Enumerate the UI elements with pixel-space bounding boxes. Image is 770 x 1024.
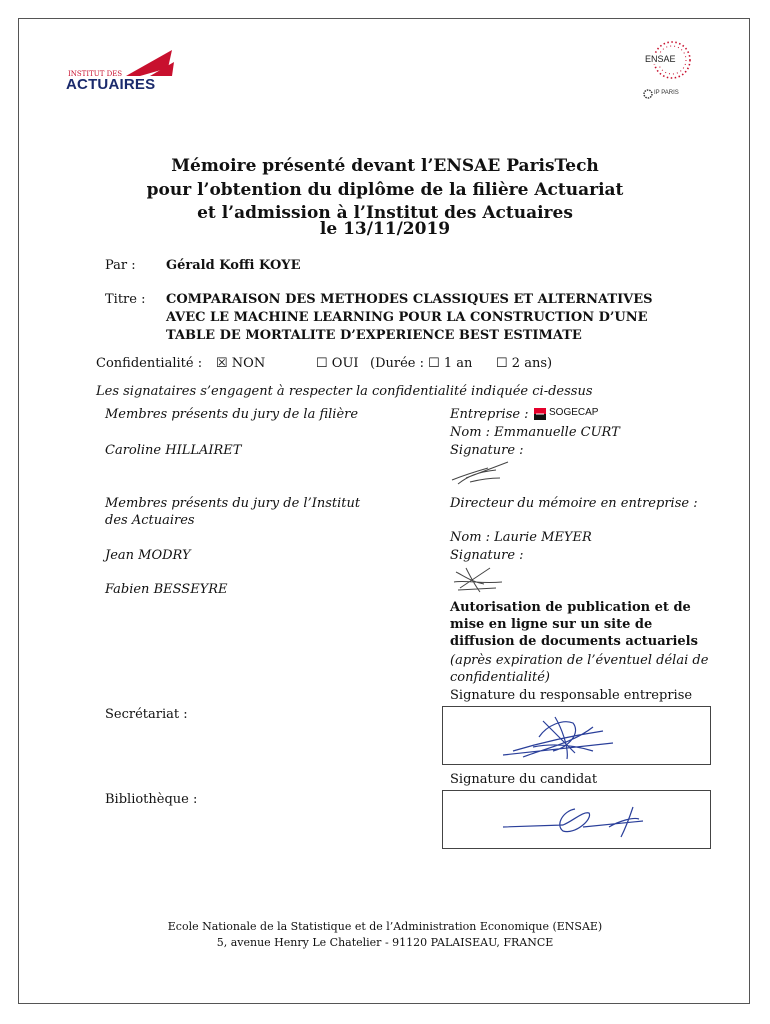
jury-member-besseyre: Fabien BESSEYRE (105, 582, 228, 597)
signature-responsable-image (443, 707, 712, 766)
jury-filiere-heading: Membres présents du jury de la filière (105, 407, 359, 422)
signature-meyer-image (450, 562, 510, 598)
thesis-line-1: COMPARAISON DES METHODES CLASSIQUES ET ALTERNATIVES (166, 292, 653, 307)
actuaires-small-text: INSTITUT DES (68, 70, 123, 78)
directeur-signature-label: Signature : (450, 548, 524, 563)
confidentiality-oui-checkbox[interactable]: ☐ OUI (316, 356, 359, 371)
autorisation-line-3: diffusion de documents actuariels (450, 634, 698, 649)
heading-line-2: pour l’obtention du diplôme de la filière Actuariat (146, 180, 624, 200)
autorisation-line-1: Autorisation de publication et de (450, 600, 691, 615)
signature-candidat-image (443, 791, 712, 850)
entreprise-signature-label: Signature : (450, 443, 524, 458)
signature-candidat-label: Signature du candidat (450, 772, 598, 787)
autorisation-line-2: mise en ligne sur un site de (450, 617, 653, 632)
heading-date: le 13/11/2019 (319, 219, 451, 239)
ip-paris-text: IP PARIS (654, 90, 679, 96)
actuaires-logo (66, 48, 176, 94)
author-name: Gérald Koffi KOYE (166, 258, 301, 273)
confidentiality-duree-1an[interactable]: (Durée : ☐ 1 an (370, 356, 473, 371)
jury-institut-heading-2: des Actuaires (105, 513, 195, 528)
directeur-label: Directeur du mémoire en entreprise : (450, 496, 698, 511)
confidentiality-label: Confidentialité : (96, 356, 203, 371)
entreprise-nom: Nom : Emmanuelle CURT (450, 425, 620, 440)
secretariat-label: Secrétariat : (105, 707, 188, 722)
signature-curt-image (448, 458, 528, 488)
signature-responsable-label: Signature du responsable entreprise (450, 688, 693, 703)
ip-paris-icon (643, 89, 653, 99)
heading-line-3: et l’admission à l’Institut des Actuaires (197, 203, 573, 223)
apres-line-2: confidentialité) (450, 670, 550, 685)
apres-line-1: (après expiration de l’éventuel délai de (450, 653, 709, 668)
jury-member-modry: Jean MODRY (105, 548, 191, 563)
sogecap-text: SOGECAP (549, 407, 599, 418)
thesis-line-3: TABLE DE MORTALITE D’EXPERIENCE BEST ESTIMATE (166, 328, 582, 343)
author-label: Par : (105, 258, 136, 273)
footer-line-1: Ecole Nationale de la Statistique et de l’Administration Economique (ENSAE) (167, 920, 603, 933)
heading-line-1: Mémoire présenté devant l’ENSAE ParisTech (171, 156, 599, 176)
thesis-line-2: AVEC LE MACHINE LEARNING POUR LA CONSTRUCTION D’UNE (166, 310, 648, 325)
ensae-logo (636, 38, 700, 102)
confidentiality-2ans[interactable]: ☐ 2 ans) (496, 356, 553, 371)
actuaires-big-text: ACTUAIRES (66, 76, 156, 93)
confidentiality-non-checkbox[interactable]: ☒ NON (216, 356, 266, 371)
signature-responsable-box[interactable] (442, 706, 711, 765)
jury-member-hillairet: Caroline HILLAIRET (105, 443, 242, 458)
footer-line-2: 5, avenue Henry Le Chatelier - 91120 PALAISEAU, FRANCE (216, 936, 554, 949)
jury-institut-heading-1: Membres présents du jury de l’Institut (105, 496, 361, 511)
sogecap-square-icon (534, 408, 546, 420)
thesis-label: Titre : (105, 292, 146, 307)
signature-candidat-box[interactable] (442, 790, 711, 849)
bibliotheque-label: Bibliothèque : (105, 792, 198, 807)
ensae-text: ENSAE (645, 54, 676, 64)
entreprise-label: Entreprise : (450, 407, 529, 422)
directeur-nom: Nom : Laurie MEYER (450, 530, 592, 545)
signatories-note: Les signataires s’engagent à respecter la confidentialité indiquée ci-dessus (96, 384, 593, 399)
